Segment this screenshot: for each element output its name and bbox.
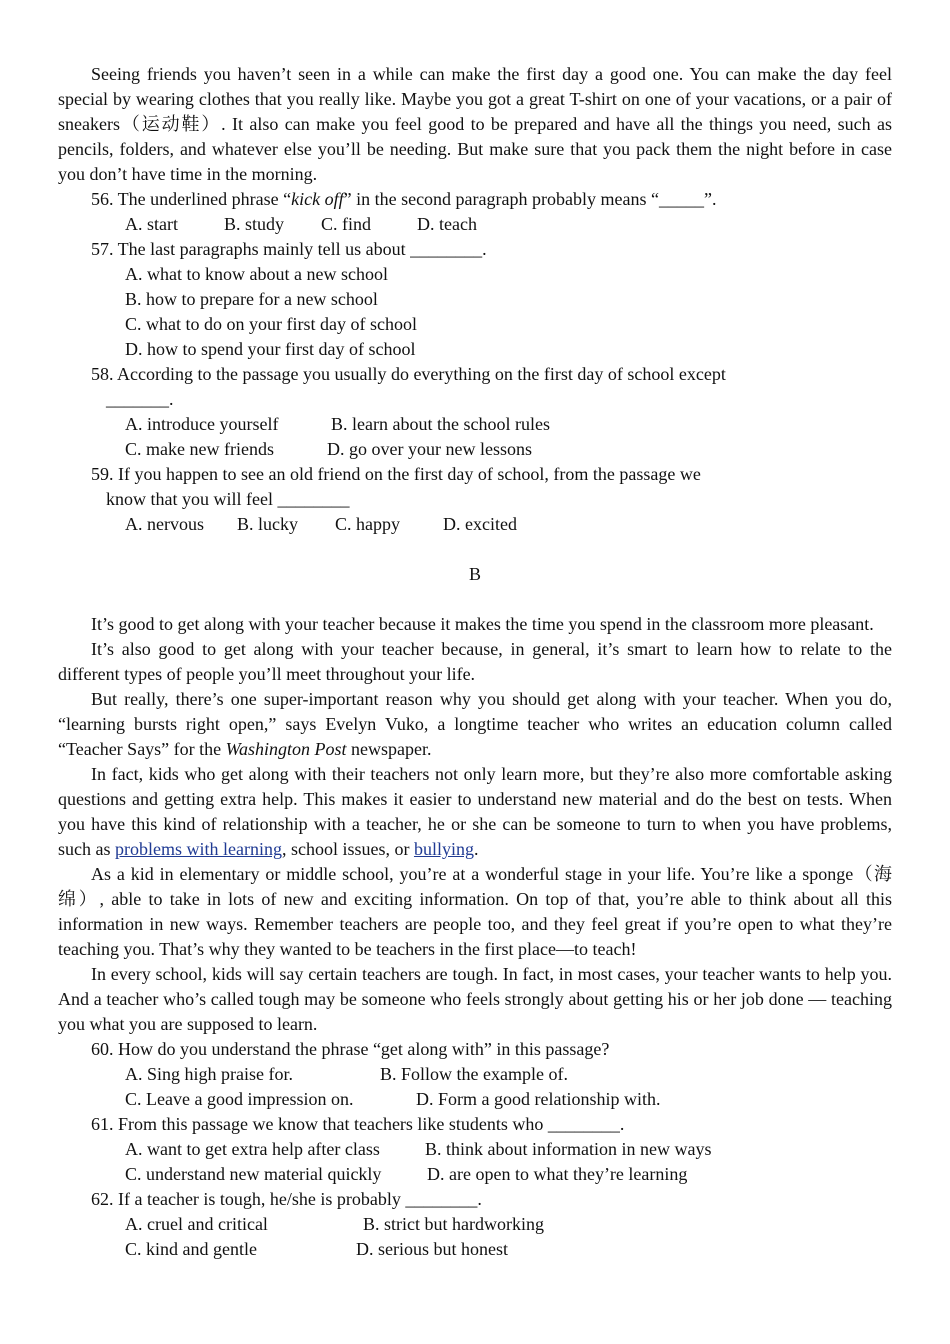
option-a[interactable]: A. Sing high praise for. — [125, 1064, 293, 1084]
stem-text: ” in the second paragraph probably means “_____”. — [343, 189, 717, 209]
options-row — [58, 512, 892, 537]
question-56 — [58, 187, 892, 237]
passage-b-paragraph-1: It’s good to get along with your teacher because it makes the time you spend in the classroom more pleasant. — [91, 614, 874, 634]
options-row — [58, 212, 892, 237]
option-d[interactable]: D. teach — [417, 214, 477, 234]
question-stem: 61. From this passage we know that teachers like students who ________. — [91, 1114, 625, 1134]
question-stem: 59. If you happen to see an old friend on the first day of school, from the passage we — [91, 464, 701, 484]
option-b[interactable]: B. how to prepare for a new school — [125, 289, 378, 309]
spacer — [58, 537, 892, 562]
option-b[interactable]: B. think about information in new ways — [425, 1139, 712, 1159]
question-57 — [58, 237, 892, 362]
passage-b-paragraph-5: As a kid in elementary or middle school, you’re at a wonderful stage in your life. You’re like a sponge（海绵）, able to take in lots of new and exciting information. On top of that, you’re able to think about all this information in new ways. Remember teachers are people too, and they feel great if you’re open to what they’re teaching you. That’s why they wanted to be teachers in the first place—to teach! — [58, 864, 892, 959]
paragraph-text: But really, there’s one super-important reason why you should get along with your teacher. When you do, “learning bursts right open,” says Evelyn Vuko, a longtime teacher who writes an education column called “Teacher Says” for the — [58, 689, 892, 759]
document-page — [58, 62, 892, 1262]
question-62 — [58, 1187, 892, 1262]
option-c[interactable]: C. kind and gentle — [125, 1239, 257, 1259]
paragraph-text: In fact, kids who get along with their teachers not only learn more, but they’re also more comfortable asking questions and getting extra help. This makes it easier to understand new material and do the best on tests. When you have this kind of relationship with a teacher, he or she can be someone to turn to when you have problems, such as — [58, 764, 892, 859]
option-d[interactable]: D. excited — [443, 514, 517, 534]
option-b[interactable]: B. learn about the school rules — [331, 414, 550, 434]
passage-b-paragraph-3 — [58, 687, 892, 762]
question-stem-continued: _______. — [106, 389, 174, 409]
paragraph-text: newspaper. — [346, 739, 432, 759]
question-stem: 58. According to the passage you usually do everything on the first day of school except — [91, 364, 726, 384]
question-61 — [58, 1112, 892, 1187]
option-d[interactable]: D. how to spend your first day of school — [125, 339, 416, 359]
question-stem: 62. If a teacher is tough, he/she is probably ________. — [91, 1189, 482, 1209]
options-row — [58, 1137, 892, 1162]
option-d[interactable]: D. Form a good relationship with. — [416, 1089, 661, 1109]
option-b[interactable]: B. strict but hardworking — [363, 1214, 544, 1234]
question-stem: 60. How do you understand the phrase “get along with” in this passage? — [91, 1039, 610, 1059]
option-a[interactable]: A. start — [125, 214, 178, 234]
question-58 — [58, 362, 892, 462]
question-stem: 57. The last paragraphs mainly tell us about ________. — [91, 239, 487, 259]
paragraph-text: . — [473, 839, 479, 859]
passage-b-paragraph-4 — [58, 762, 892, 862]
options-row — [58, 412, 892, 437]
link-bullying[interactable]: bullying — [413, 839, 474, 859]
passage-a-paragraph: Seeing friends you haven’t seen in a while can make the first day a good one. You can make the day feel special by wearing clothes that you really like. Maybe you got a great T-shirt on one of your vacations, or a pair of sneakers（运动鞋）. It also can make you feel good to be prepared and have all the things you need, such as pencils, folders, and whatever else you’ll be needing. But make sure that you pack them the night before in case you don’t have time in the morning. — [58, 64, 892, 184]
options-row — [58, 1062, 892, 1087]
option-c[interactable]: C. happy — [335, 514, 400, 534]
question-60 — [58, 1037, 892, 1112]
question-stem — [58, 187, 892, 212]
link-problems-with-learning[interactable]: problems with learning — [115, 839, 282, 859]
option-a[interactable]: A. cruel and critical — [125, 1214, 268, 1234]
option-c[interactable]: C. Leave a good impression on. — [125, 1089, 354, 1109]
options-row — [58, 1162, 892, 1187]
option-a[interactable]: A. what to know about a new school — [125, 264, 388, 284]
options-row — [58, 1237, 892, 1262]
option-c[interactable]: C. understand new material quickly — [125, 1164, 382, 1184]
option-d[interactable]: D. go over your new lessons — [327, 439, 532, 459]
option-c[interactable]: C. what to do on your first day of school — [125, 314, 417, 334]
option-d[interactable]: D. are open to what they’re learning — [427, 1164, 688, 1184]
option-c[interactable]: C. find — [321, 214, 372, 234]
options-row — [58, 437, 892, 462]
option-c[interactable]: C. make new friends — [125, 439, 274, 459]
option-b[interactable]: B. lucky — [237, 514, 298, 534]
passage-b-paragraph-6: In every school, kids will say certain teachers are tough. In fact, in most cases, your teacher wants to help you. And a teacher who’s called tough may be someone who feels strongly about getting his or her job done — teaching you what you are supposed to learn. — [58, 964, 892, 1034]
option-b[interactable]: B. study — [224, 214, 285, 234]
paragraph-text: , school issues, or — [281, 839, 414, 859]
options-row — [58, 1212, 892, 1237]
stem-phrase: kick off — [291, 189, 344, 209]
options-row — [58, 1087, 892, 1112]
option-a[interactable]: A. introduce yourself — [125, 414, 279, 434]
option-a[interactable]: A. want to get extra help after class — [125, 1139, 380, 1159]
section-b-title: B — [468, 564, 481, 584]
spacer — [58, 587, 892, 612]
question-59 — [58, 462, 892, 537]
stem-text: 56. The underlined phrase “ — [91, 189, 292, 209]
option-d[interactable]: D. serious but honest — [356, 1239, 508, 1259]
option-a[interactable]: A. nervous — [125, 514, 204, 534]
question-stem-continued: know that you will feel ________ — [106, 489, 350, 509]
newspaper-name: Washington Post — [225, 739, 347, 759]
option-b[interactable]: B. Follow the example of. — [380, 1064, 568, 1084]
passage-b-paragraph-2: It’s also good to get along with your teacher because, in general, it’s smart to learn how to relate to the different types of people you’ll meet throughout your life. — [58, 639, 892, 684]
